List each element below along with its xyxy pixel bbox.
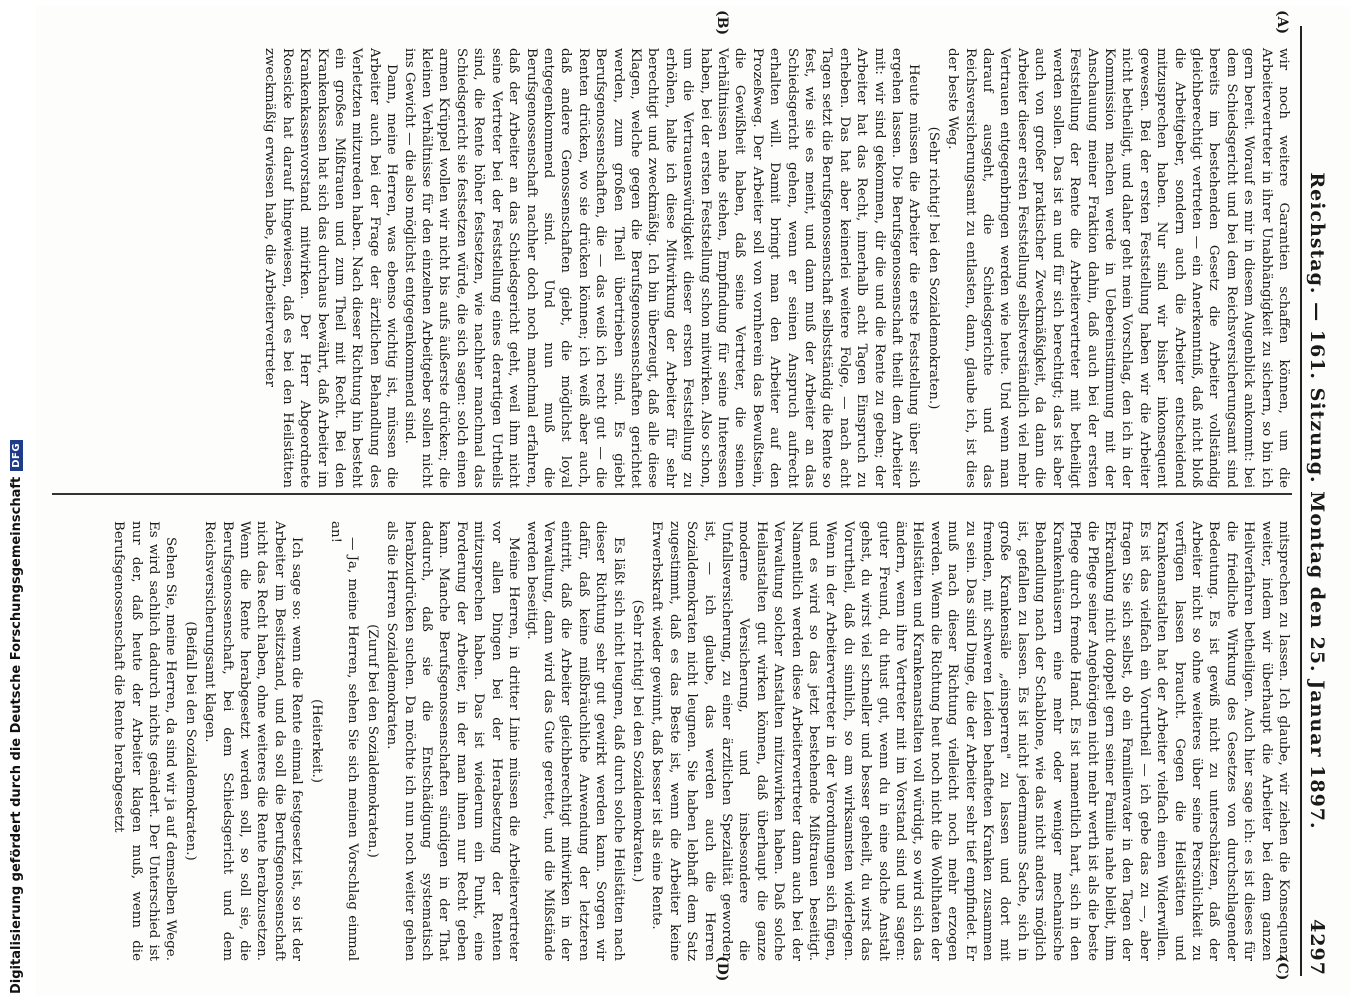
- right-interjection-3: (Heiterkeit.): [308, 699, 324, 783]
- scanned-page: [36, 6, 1350, 996]
- dfg-logo: DFG: [10, 440, 23, 471]
- right-paragraph-6: Sehen Sie, meine Herren, da sind wir ja auf demselben Wege. Es wird sachlich dadurch nichts geändert. Der Unterschied ist nur der, daß heute der Arbeiter klagen muß, wenn die Berufsgenossenschaft die Rente herabgesetzt: [111, 521, 179, 961]
- page-header: [1306, 26, 1350, 976]
- credit-text: Digitalisierung gefördert durch die Deutsche Forschungsgemeinschaft: [8, 476, 24, 994]
- right-column: [110, 521, 1292, 961]
- right-interjection-4: (Beifall bei den Sozialdemokraten.): [182, 621, 198, 861]
- right-paragraph-2: Es läßt sich nicht leugnen, daß durch solche Heilstätten nach dieser Richtung sehr gut gewirkt werden kann. Sorgen wir dafür, daß keine mißbräuchliche Anwendung der letzteren eintritt, daß die Arbeiter gleichberechtigt mitwirken in der Verwaltung, dann wird das Gute gerettet, und die Mißstände werden beseitigt.: [523, 521, 626, 961]
- right-interjection-2: (Zuruf bei den Sozialdemokraten.): [364, 624, 380, 858]
- left-paragraph-3: Dann, meine Herren, was ebenso wichtig ist, müssen die Arbeiter auch bei der Frage der ärztlichen Behandlung des Verletzten mitzureden haben. Nach dieser Richtung hin besteht ein großes Mißtrauen und zum Theil mit Recht. Bei den Krankenkassen hat sich das durchaus bewährt, daß Arbeiter im Krankenkassenvorstand mitwirken. Der Herr Abgeordnete Roesicke hat darauf hingewiesen, daß es bei den Heilstätten zweckmäßig erwiesen habe, die Arbeitervertreter: [262, 48, 400, 488]
- right-paragraph-4: — Ja, meine Herren, sehen Sie sich meinen Vorschlag einmal an!: [328, 521, 361, 961]
- right-interjection-1: (Sehr richtig! bei den Sozialdemokraten.): [629, 599, 645, 883]
- left-paragraph-1: wir noch weitere Garantien schaffen können, um die Arbeitervertreter in ihrer Unabhängigkeit zu sichern, so bin ich gern bereit. Worauf es mir in diesem Augenblick ankommt: bei dem Schiedsgericht und bei dem Reichsversicherungsamt sind bereits im bestehenden Gesetz die Arbeiter vollständig gleichberechtigt vertreten — ein Anerkenntniß, daß nicht bloß die Arbeitgeber, sondern auch die Arbeiter entscheidend mitzusprechen haben. Nur sind wir bisher inkonsequent gewesen. Bei der ersten Feststellung haben wir die Arbeiter nicht betheiligt, und daher geht mein Vorschlag, den ich in der Kommission machen werde in Uebereinstimmung mit der Anschauung meiner Fraktion dahin, daß auch bei der ersten Feststellung der Rente die Arbeitervertreter mit betheiligt werden sollen. Das ist an und für sich berechtigt; das ist aber auch von großer praktischer Zweckmäßigkeit, da dann die Arbeiter dieser ersten Feststellung selbstverständlich viel mehr Vertrauen entgegenbringen werden wie heute. Und wenn man darauf ausgeht, die Schiedsgerichte und das Reichsversicherungsamt zu entlasten, dann, glaube ich, ist dies der beste Weg.: [945, 48, 1291, 488]
- header-rule: [1300, 26, 1302, 976]
- left-interjection-1: (Sehr richtig! bei den Sozialdemokraten.): [925, 126, 941, 410]
- left-paragraph-2: Heute müssen die Arbeiter die erste Feststellung über sich ergehen lassen. Die Berufsgenossenschaft theilt dem Arbeiter mit: wir sind gekommen, dir die und die Rente zu geben; der Arbeiter hat das Recht, innerhalb acht Tagen Einspruch zu erheben. Das hat aber keinerlei weitere Folge, — nach acht Tagen setzt die Berufsgenossenschaft selbstständig die Rente so fest, wie sie es meint, und dann muß der Arbeiter an das Schiedsgericht gehen, wenn er seinen Anspruch aufrecht erhalten will. Damit bringt man den Arbeiter auf den Prozeßweg. Der Arbeiter soll von vornherein das Bewußtsein, die Gewißheit haben, daß seine Vertreter, die seinen Verhältnissen nahe stehen, Empfindung für seine Interessen haben, bei der ersten Feststellung schon mitwirken. Also schon, um die Vertrauenswürdigkeit dieser ersten Feststellung zu erhöhen, halte ich diese Mitwirkung der Arbeiter für sehr berechtigt und zweckmäßig. Ich bin überzeugt, daß alle diese Klagen, welche gegen die Berufsgenossenschaften gerichtet werden, zum großen Theil übertrieben sind. Es giebt Berufsgenossenschaften, die — das weiß ich recht gut — die Renten drücken, wo sie drücken können; ich weiß aber auch, daß andere Genossenschaften giebt, die möglichst loyal entgegenkommend sind. Und nun muß die Berufsgenossenschaft nachher doch noch manchmal erfahren, daß der Arbeiter an das Schiedsgericht geht, weil ihm nicht seine Vertreter bei der Feststellung eines derartigen Urtheils sind, die Rente höher festsetzen, wie nachher manchmal das Schiedsgericht sie festsetzen würde, die sich sagen: solch einen armen Krüppel wollen wir nicht bis aufs äußerste drücken; die kleinen Verhältnisse für den einzelnen Arbeitgeber sollen nicht ins Gewicht — die also möglichst entgegenkommend sind.: [401, 48, 922, 488]
- right-paragraph-3: Meine Herren, in dritter Linie müssen die Arbeitervertreter vor allen Dingen bei der Herabsetzung der Renten mitzusprechen haben. Das ist wiederum ein Punkt, eine Forderung der Arbeiter, in der man ihnen nur Recht geben kann. Manche Berufsgenossenschaften sündigen in der That dadurch, daß sie die Entschädigung systematisch herabzudrücken suchen. Da möchte ich nun noch weiter gehen als die Herren Sozialdemokraten.: [384, 521, 522, 961]
- left-column: [261, 48, 1292, 488]
- margin-marker-d: (D): [714, 956, 730, 982]
- margin-marker-b: (B): [714, 10, 730, 36]
- margin-marker-a: (A): [1274, 10, 1290, 35]
- column-divider: [52, 493, 1292, 495]
- page-number: 4297: [1306, 919, 1328, 976]
- margin-marker-c: (C): [1274, 956, 1290, 981]
- credit-strip: [0, 0, 34, 1000]
- right-paragraph-5: Ich sage so: wenn die Rente einmal festgesetzt ist, so ist der Arbeiter im Besitzstand, und da soll die Berufsgenossenschaft nicht das Recht haben, ohne weiteres die Rente herabzusetzen. Wenn die Rente herabgesetzt werden soll, so soll sie, die Berufsgenossenschaft, bei dem Schiedsgericht und dem Reichsversicherungsamt klagen.: [202, 521, 305, 961]
- digitization-credit: [6, 0, 26, 994]
- page-content: [36, 6, 1350, 996]
- right-paragraph-1: mitsprechen zu lassen. Ich glaube, wir ziehen die Konsequenz weiter, indem wir überhaupt die Arbeiter bei dem ganzen Heilverfahren betheiligen. Auch hier sage ich: es ist dieses für die friedliche Wirkung des Gesetzes von durchschlagender Bedeutung. Es ist gewiß nicht zu unterschätzen, daß der Arbeiter nicht so ohne weiteres über seine Persönlichkeit zu verfügen lassen braucht. Gegen die Heilstätten und Krankenanstalten hat der Arbeiter vielfach einen Widerwillen. Es ist das vielfach ein Vorurtheil — ich gebe das zu —, aber fragen Sie sich selbst, ob ein Familienvater in den Tagen der Erkrankung nicht doppelt gern seiner Familie nahe bleibt, ihm die Pflege seiner Angehörigen nicht mehr werth ist als die beste Pflege durch fremde Hand. Es ist namentlich hart, sich in den Krankenhäusern eine mehr oder weniger mechanische Behandlung nach der Schablone, wie das nicht anders möglich ist, gefallen zu lassen. Es ist nicht jedermanns Sache, sich in große Krankensäle „einsperren" zu lassen und dort mit fremden, mit schweren Leiden behafteten Kranken zusammen zu sein. Das sind Dinge, die der Arbeiter sehr tief empfindet. Er muß nach dieser Richtung vielleicht noch mehr erzogen werden. Wenn die Richtung heut noch nicht die Wohlthaten der Heilstätten und Krankenanstalten voll würdigt, so wird sich das ändern, wenn ihre Vertreter mit im Vorstand sind und sagen: guter Freund, du thust gut, wenn du in eine solche Anstalt gehst, du wirst viel schneller und besser geheilt, du wirst das Vorurtheil, daß du sinnlich, so am wirksamsten widerlegen. Wenn in der Arbeitervertreter in der Verordnungen sich fügen, und es wird so das jetzt bestehende Mißtrauen beseitigt. Namentlich werden diese Arbeitervertreter dann auch bei der Verwaltung solcher Anstalten mitzuwirken haben. Daß solche Heilanstalten gut wirken können, daß überhaupt die ganze moderne Versicherung, und insbesondere die Unfallsversicherung, zu einer ärztlichen Spezialität geworden ist, — ich glaube, das werden auch die Herren Sozialdemokraten nicht leugnen. Sie haben lebhaft dem Satz zugestimmt, daß es das Beste ist, wenn die Arbeiter keine Erwerbskraft wieder gewinnt, daß besser ist als eine Rente.: [649, 521, 1291, 961]
- header-title: Reichstag. — 161. Sitzung. Montag den 25. Januar 1897.: [1306, 172, 1328, 830]
